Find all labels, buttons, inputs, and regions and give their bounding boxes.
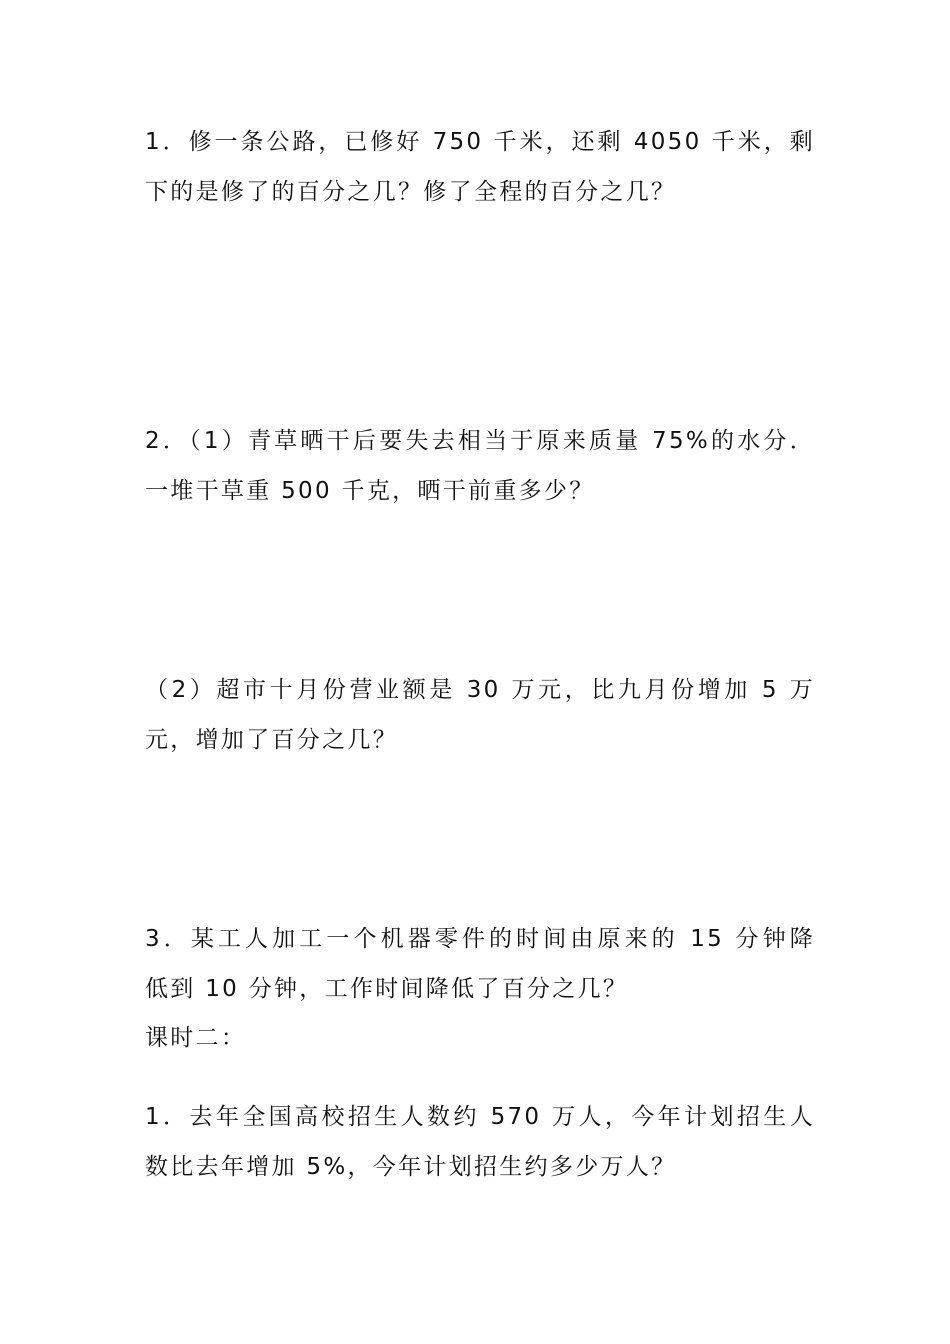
lesson1-q2b-line2: 元，增加了百分之几？ (145, 727, 398, 753)
lesson1-q2b-line1: （2）超市十月份营业额是 30 万元，比九月份增加 5 万 (145, 677, 815, 703)
lesson2-q1-line2: 数比去年增加 5%，今年计划招生约多少万人？ (145, 1154, 677, 1180)
lesson1-q3-line2: 低到 10 分钟，工作时间降低了百分之几？ (145, 976, 629, 1002)
lesson1-q3-line1: 3．某工人加工一个机器零件的时间由原来的 15 分钟降 (145, 926, 815, 952)
lesson1-q1-line1: 1．修一条公路，已修好 750 千米，还剩 4050 千米，剩 (145, 129, 815, 155)
lesson1-q2a-line2: 一堆干草重 500 千克，晒干前重多少？ (145, 478, 595, 504)
lesson2-q1-line1: 1．去年全国高校招生人数约 570 万人，今年计划招生人 (145, 1104, 815, 1130)
lesson1-q2a-line1: 2．（1）青草晒干后要失去相当于原来质量 75%的水分． (145, 428, 815, 454)
lesson2-heading: 课时二： (145, 1025, 247, 1051)
lesson1-q1-line2: 下的是修了的百分之几？修了全程的百分之几？ (145, 179, 677, 205)
